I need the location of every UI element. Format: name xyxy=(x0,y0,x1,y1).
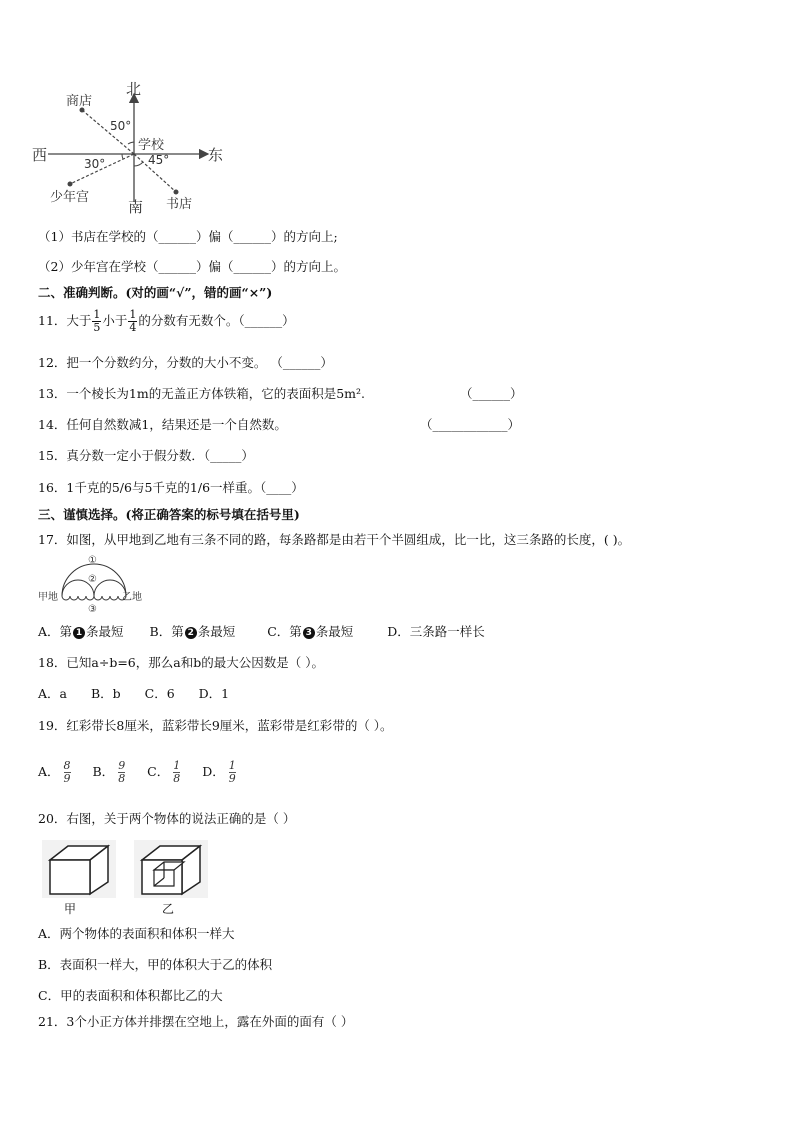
q18-option-a[interactable]: A．a xyxy=(38,686,67,701)
q20-option-b[interactable]: B．表面积一样大，甲的体积大于乙的体积 xyxy=(38,957,273,972)
label-yi: 乙 xyxy=(162,902,175,916)
place-jia: 甲地 xyxy=(38,592,58,603)
label-west: 西 xyxy=(32,146,48,164)
q21: 21．3个小正方体并排摆在空地上，露在外面的面有（ ） xyxy=(38,1014,354,1029)
q13-blank: （______） xyxy=(460,386,523,401)
q17-options xyxy=(38,624,485,640)
angle-bookstore: 45° xyxy=(148,153,170,167)
q20-option-c[interactable]: C．甲的表面积和体积都比乙的大 xyxy=(38,988,223,1003)
q19-option-d[interactable]: D． $\frac{1}{9}$ xyxy=(202,759,236,785)
label-shop: 商店 xyxy=(66,94,93,109)
route-diagram xyxy=(36,552,148,616)
q14: 14．任何自然数减1，结果还是一个自然数。 xyxy=(38,417,287,432)
q20-option-a[interactable]: A．两个物体的表面积和体积一样大 xyxy=(38,926,235,941)
q11-post: 的分数有无数个。（______） xyxy=(138,313,295,328)
q15: 15．真分数一定小于假分数．（_____） xyxy=(38,448,254,463)
q11-fraction-2: $\frac{1}{4}$ xyxy=(129,308,137,334)
q18-option-c[interactable]: C．6 xyxy=(144,686,175,701)
q19-option-a[interactable]: A． $\frac{8}{9}$ xyxy=(38,759,71,785)
q10-sub1: （1）书店在学校的（______）偏（______）的方向上; xyxy=(38,229,338,244)
label-east: 东 xyxy=(208,146,224,164)
q20: 20．右图，关于两个物体的说法正确的是（ ） xyxy=(38,811,296,826)
q18-option-b[interactable]: B．b xyxy=(90,686,121,701)
q11-pre: 11．大于 xyxy=(38,313,92,328)
q13: 13．一个棱长为1m的无盖正方体铁箱，它的表面积是5m². xyxy=(38,386,366,401)
place-yi: 乙地 xyxy=(122,592,142,603)
q17-option-a[interactable]: A．第 1 条最短 xyxy=(38,624,124,639)
route-1-label: ① xyxy=(88,555,97,566)
label-youth-palace: 少年宫 xyxy=(50,190,90,205)
q17-option-d[interactable]: D．三条路一样长 xyxy=(387,624,485,639)
section2-title: 二、准确判断。(对的画“√”，错的画“×”) xyxy=(38,285,273,300)
route-2-label: ② xyxy=(88,574,97,585)
label-jia: 甲 xyxy=(64,902,77,916)
q16: 16．1千克的5/6与5千克的1/6一样重。（____） xyxy=(38,480,304,495)
compass-diagram xyxy=(30,78,230,218)
q19-option-b[interactable]: B． $\frac{9}{8}$ xyxy=(92,759,126,785)
angle-shop: 50° xyxy=(110,119,132,133)
q17-option-c[interactable]: C．第 3 条最短 xyxy=(267,624,354,639)
q11 xyxy=(38,309,295,334)
label-school: 学校 xyxy=(138,138,165,153)
section3-title: 三、谨慎选择。(将正确答案的标号填在括号里) xyxy=(38,507,300,522)
label-bookstore: 书店 xyxy=(166,197,193,212)
route-3 xyxy=(62,596,126,600)
q17-option-b[interactable]: B．第 2 条最短 xyxy=(149,624,236,639)
q18-options xyxy=(38,686,229,702)
solid-yi xyxy=(134,840,208,898)
q11-fraction-1: $\frac{1}{5}$ xyxy=(93,308,101,334)
q11-mid: 小于 xyxy=(102,313,128,328)
q12: 12．把一个分数约分，分数的大小不变。 （______） xyxy=(38,355,333,370)
route-3-label: ③ xyxy=(88,604,97,615)
angle-youth-palace: 30° xyxy=(84,157,106,171)
solid-jia xyxy=(42,840,116,898)
q17: 17．如图，从甲地到乙地有三条不同的路，每条路都是由若干个半圆组成，比一比，这三条路的长度，( )。 xyxy=(38,532,631,547)
q19: 19．红彩带长8厘米，蓝彩带长9厘米，蓝彩带是红彩带的（ ）。 xyxy=(38,718,393,733)
q10-sub2: （2）少年宫在学校（______）偏（______）的方向上。 xyxy=(38,259,346,274)
q18-option-d[interactable]: D．1 xyxy=(198,686,230,701)
q19-option-c[interactable]: C． $\frac{1}{8}$ xyxy=(147,759,181,785)
label-south: 南 xyxy=(128,198,144,216)
q18: 18．已知a÷b=6，那么a和b的最大公因数是（ ）。 xyxy=(38,655,324,670)
q19-options xyxy=(38,752,236,792)
q14-blank: （____________） xyxy=(420,417,521,432)
label-north: 北 xyxy=(126,80,142,98)
